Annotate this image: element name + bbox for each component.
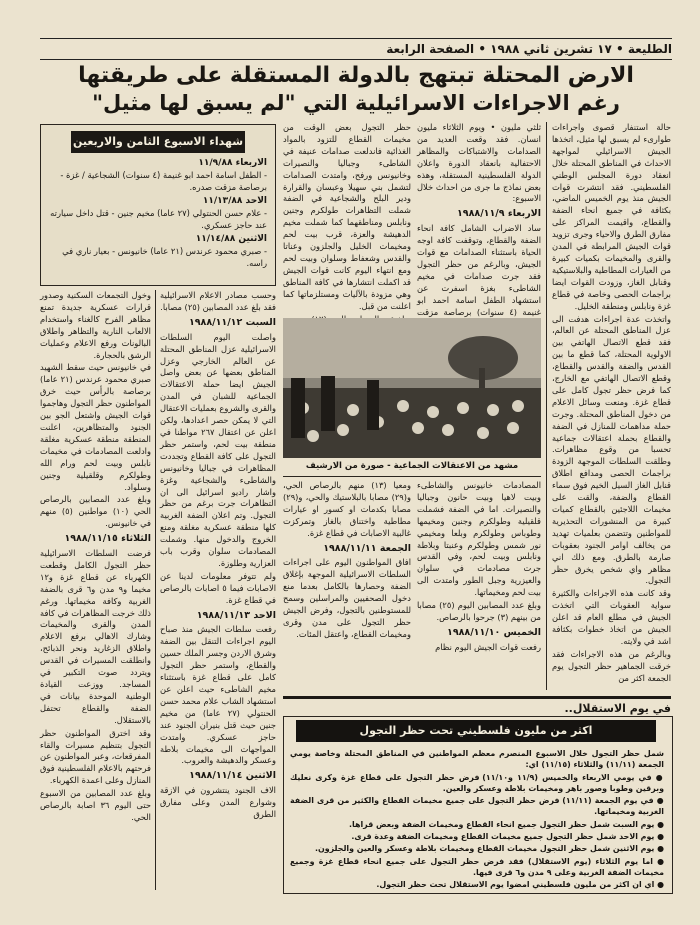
page-header [40, 38, 672, 60]
paragraph: حالة استنفار قصوى واجراءات طوارىء لم يسبق لها مثيل، اتخذها الجيش الاسرائيلي لمواجهة الاحداث في المناطق المحتلة خلال انعقاد دورة المجلس الوطني الفلسطيني. فقد انتشرت قوات الجيش منذ يوم الخميس الماضي، بكثافة في جميع انحاء الضفة والقطاع، واقيمت المراكز على مفارق الطرق والاحياء وجرى تزويد قوات الجيش المرابطة في المدن والقرى والمخيمات بكميات كبيرة من العيارات المطاطية والبلاستيكية وقنابل الغاز، وزودت القوات ايضا براجمات الحصى وخاصة في قطاع غزة ونابلس ومنطقة الخليل. [552, 122, 671, 311]
martyr-date: الاثنين ١١/١٤/٨٨ [195, 234, 267, 244]
article-column-1 [552, 122, 671, 692]
bulletin-line: ● اي ان اكثر من مليون فلسطيني امضوا يوم الاستقلال تحت حظر التجول. [376, 880, 664, 890]
day-heading: الثلاثاء ١٩٨٨/١١/١٥ [64, 533, 151, 545]
paragraph: وبالرغم من هذه الاجراءات فقد خرقت الجماهير حظر التجول يوم الجمعة اكثر من [552, 648, 671, 683]
paragraph: وبلغ عدد المصابين بالرصاص الحي (١٠) مواطنين (٥) منهم في خانيونس. [40, 494, 151, 529]
headline-line-1: الارض المحتلة تبتهج بالدولة المستقلة على طريقتها [78, 63, 634, 88]
crowd-photo-image [283, 318, 541, 458]
photo-caption: مشهد من الاعتقالات الجماعية - صورة من الارشيف [305, 461, 519, 471]
paragraph: وبلغ عدد المصابين من الاسبوع حتى اليوم ٣٦ اصابة بالرصاص الحي. [40, 788, 151, 822]
paragraph: ولم تتوفر معلومات لدينا عن الاصابات فيما ٥ اصابات بالرصاص في قطاع غزة. [160, 570, 276, 605]
paragraph: وقد اخترق المواطنون حظر التجول بتنظيم مسيرات والقاء المفرقعات، وعبر المواطنون عن فرحتهم بالاعلام الفلسطينية فوق المنازل وعلى اعمدة الكهرباء. [40, 727, 151, 786]
martyr-entry: - صبري محمود عرندس (٢١ عاما) خانيونس - بعيار ناري في راسه. [62, 246, 267, 268]
day-heading: الاثنين ١٩٨٨/١١/١٤ [189, 770, 276, 782]
paragraph: حظر التجول بعض الوقت من مخيمات القطاع للتزود بالمواد الغذائية فاندلعت صدامات عنيفة في الشاطىء وجباليا والنصيرات وخانيونس ورفح، وامتدت الصدامات لتشمل بني سهيلا وعبسان والقرارة ودير البلح والشجاعية في الضفة شملت التظاهرات طولكرم وجنين ونابلس ومناطقهما كما شملت مخيم الدهيشة والعزة، قرب بيت لحم ومخيمات الخليل والجلزون وعناتا والقدس وشعفاط وسلوان وبيت لحم ومع انتهاء اليوم كانت قوات الجيش قد اكملت انتشارها في كافة المناطق وهي مزودة بالآليات ومستلزماتها كما اعلنت من قبل. [283, 122, 411, 311]
bulletin-line: ● في يوم الجمعة (١١/١١) فرض حظر التجول على جميع مخيمات القطاع والكثير من قرى الضفة الغربية ومخيماتها. [290, 796, 664, 817]
article-column-lower-a [283, 480, 411, 690]
paragraph: ساد الاضراب الشامل كافة انحاء الضفة والقطاع، وتوقفت كافة اوجه الحياة باستثناء الصدامات مع قوات الجيش، وبالرغم من حظر التجول فقد جرت صدامات في مخيم الشاطىء بغزة اسفرت عن استشهاد الطفل اسامة احمد ابو غنيمة (٤ سنوات) برصاصة مزقت [417, 223, 541, 317]
paragraph: وحسب مصادر الاعلام الاسرائيلية فقد بلغ عدد المصابين (٢٥) مصابا. [160, 290, 276, 312]
paragraph: واصلت اليوم السلطات الاسرائيلية عزل المناطق المحتلة عن العالم الخارجي وعزل المناطق بعضها عن بعض واصل الجيش ايضا حملة الاعتقالات الجماعية للشبان في المدن والقرى والشروع بعمليات الاعتقال التي لا يمكن حصر اعدادها، ولكن اعلن عن اعتقال ٢٦٧ مواطنا في منطقة بيت لحم، واستمر حظر التجول على كافة القطاع وتجددت المظاهرات في جباليا وخانيونس والشاطىء والشجاعية وغزة واشار راديو اسرائيل الى ان التظاهرات جرت برغم من حظر التجول. وتم اعلان الضفة الغربية كلها منطقة عسكرية مغلقة ومنع الخروج والدخول منها. وشملت المصادمات سلوان وقرب باب العزارية وطلوزة. [160, 331, 276, 568]
paragraph: افاق المواطنون اليوم على اجراءات السلطات الاسرائيلية الموجهة بإغلاق الضفة وحصارها بالكامل بعدما منع دخول الصحفيين والمراسلين وسمح للمستوطنين بالتجول، وفرض الجيش حظر التجول على مدن وقرى ومخيمات القطاع، واعتقل المئات. [283, 557, 411, 639]
paragraph: في خانيونس حيث سقط الشهيد صبري محمود عرندس (٢١ عاما) برصاصة بالرأس حيث خرق المواطنون حظر التجول وهاجموا قوات الجيش واشتعل الجو بين الجنود والمتظاهرين، اعلنت المنطقة منطقة عسكرية مغلقة وادلعت المصادمات في مخيمات نابلس وبيت لحم ورام الله وطولكرم وقلقيلية وجنين وسلواد. [40, 362, 152, 492]
bulletin-line: ● في يومي الاربعاء والخميس (١١/٩ و١١/١٠) فرض حظر التجول على قطاع غزة وكرى نعليك وبرقين وطوبا وصور باهر ومخيمات بلاطة وعسكر والعين. [290, 772, 664, 793]
bulletin-line: شمل حظر التجول خلال الاسبوع المنصرم معظم المواطنين في المناطق المحتلة وخاصة يومي الجمعة (١١/١١) والثلاثاء (١١/١٥) اي: [290, 749, 664, 770]
bulletin-kicker: في يوم الاستقلال.. [564, 702, 671, 715]
issue-line: الطليعة • ١٧ تشرين ثاني ١٩٨٨ • الصفحة الرابعة [386, 42, 672, 56]
article-column-3 [283, 122, 411, 312]
paragraph: المصادمات خانيونس والشاطىء وبيت لاهيا وبيت حانون وجباليا والنصيرات. اما في الضفة فشملت قلقيلية وطولكرم وجنين ومخيمها وطوباس وطولكرم وبلعا ومخيمي نور شمس وطولكرم وعنبتا وبلاطة ونابلس وبيت لحم، وفي القدس جرت مصادمات في سلوان والعيزرية وجبل الطور وامتدت الى بيت لحم ومخيماتها. [417, 480, 541, 598]
paragraph: ثلثي مليون • ويوم الثلاثاء مليون انسان. فقد وقعت العديد من الصدامات والاشتباكات والمظاهر الاحتفالية بانعقاد الدورة واعلان الدولة الفلسطينية المستقلة، وهذه بعض نماذج ما جرى من احداث خلال الاسبوع: [417, 122, 541, 204]
martyrs-title: شهداء الاسبوع الثامن والاربعين [71, 131, 245, 153]
column-divider [546, 122, 547, 690]
headline-line-2: رغم الاجراءات الاسرائيلية التي "لم يسبق لها مثيل" [92, 91, 620, 115]
paragraph: ومعيا (١٣) منهم بالرصاص الحي، و(٢٩) مصابا بالبلاستيك والحي، و(٢٩) مصابا بكدمات او كسور او عيارات مطاطية واختناق بالغاز وتمركزت غالبية الاصابات في قطاع غزة. [283, 480, 411, 538]
day-heading: الاحد ١٩٨٨/١١/١٣ [196, 609, 276, 621]
caption-rule [283, 476, 541, 477]
day-heading: السبت ١٩٨٨/١١/١٢ [188, 316, 276, 328]
column-divider [155, 290, 156, 890]
bulletin-line: ● يوم الاحد شمل حظر التجول جميع مخيمات القطاع ومخيمات الضفة وعدة قرى. [351, 832, 664, 842]
article-column-4 [160, 290, 276, 890]
bulletin-box [283, 716, 673, 894]
article-column-2 [417, 122, 541, 317]
martyr-date: الاربعاء ١١/٩/٨٨ [198, 158, 267, 168]
article-column-lower-b [417, 480, 541, 690]
bulletin-line: ● اما يوم الثلاثاء (يوم الاستقلال) فقد فرض حظر التجول على جميع انحاء قطاع غزة وجميع مخيمات الضفة الغربية وعلى ٩ مدن و٦ قرى فيها. [290, 856, 664, 877]
martyr-entry: - علام حسن الحنتولي (٢٧ عاما) مخيم جنين - قتل داخل سيارته عند حاجز عسكري. [50, 208, 267, 230]
paragraph: وبلغ عدد المصابين اليوم (٢٥) مصابا من بينهم (٣) جرحوا بالرصاص. [417, 600, 541, 622]
paragraph: الاف الجنود ينتشرون في الازقة وشوارع المدن وعلى مفارق الطرق [160, 785, 276, 820]
paragraph: رفعت قوات الجيش اليوم نظام [435, 641, 541, 652]
paragraph: رفعت سلطات الجيش منذ صباح اليوم اجراءات التنقل بين الضفة وشرق الاردن وجسر الملك حسين والقطاع، واستمر حظر التجول كامل على قطاع غزة باستثناء مخيم الشاطىء حيث اعلن عن استشهاد الشاب علام محمد حسن الحنتولي (٢٧ عاما) من مخيم جنين حيث قتل بنيران الجنود عند حاجز عسكري. وامتدت المواجهات الى مخيمات بلاطة وعسكر والدهيشة والعروب. [160, 624, 276, 766]
martyrs-box [40, 124, 276, 286]
martyr-entry: - الطفل اسامة احمد ابو غنيمة (٤ سنوات) الشجاعية / غزة - برصاصة مزقت صدره. [60, 170, 267, 192]
bulletin-line: ● يوم السبت شمل حظر التجول جميع انحاء القطاع ومخيمات الضفة وبعض قراها. [349, 819, 664, 829]
day-heading: الجمعة ١٩٨٨/١١/١١ [323, 542, 411, 554]
paragraph: فرضت السلطات الاسرائيلية حظر التجول الكامل وقطعت الكهرباء عن قطاع غزة و١٢ مخيما و٩ مدن و٦ قرى بالضفة الغربية وكافة مخيماتها. ورغم ذلك خرجت المظاهرات في كافة المدن والقرى والمخيمات وشارك الاهالي برفع الاعلام واطلاق الزغاريد ونحر الذبائح، وانطلقت المسيرات في القدس ويتردد صوت التكبير في المساجد. ووزعت القيادة الوطنية الموحدة بيانات في الضفة والقطاع تحتفل بالاستقلال. [40, 548, 151, 725]
day-heading: الخميس ١٩٨٨/١١/١٠ [447, 626, 541, 638]
paragraph: وخول التجمعات السكنية وصدور قرارات عسكرية جديدة تمنع مظاهر الفرح كالغناء واستخدام الالعاب النارية والتظاهر واطلاق البالونات ورفع الاعلام وعمليات الرشق بالحجارة. [40, 290, 151, 360]
paragraph: واتخذت عدة اجراءات هدفت الى عزل المناطق المحتلة عن العالم، فقد قطع الاتصال الهاتفي بين الاولوية المحتلة، كما قطع ما بين القدس والضفة والقدس والقطاع، وقطع الاتصال الهاتفي مع الخارج، كما فرض حظر تجول كامل على قطاع غزة. ومنعت وسائل الاعلام من دخول المناطق المحتلة. وجرت حملة مداهمات للمنازل في الضفة والقطاع بحملة اعتقالات جماعية تحسبا من وقوع مظاهرات. وطلقت السلطات الموجهة الزودة براجمات الحصى ومدافع اطلاق قنابل الغاز السيل الخيم فوق سماء القطاع والضفة، والقت على مخيمات اللاجئين بالقطاع كميات كبيرة من المنشورات التحذيرية للمواطنين وتتضمن بعلميات تهديد من يخالف اوامر الجنود بعقوبات صارمة بالطرق. ومع ذلك اني مظاهر واي شخص يخرق حظر التجول. [552, 313, 671, 586]
archive-photo [283, 318, 541, 458]
martyr-date: الاحد ١١/١٣/٨٨ [202, 196, 267, 206]
bulletin-banner: اكثر من مليون فلسطيني تحت حظر التجول [296, 720, 656, 742]
paragraph: وقد كانت هذه الاجراءات والكثيرة سواية العقوبات التي اتخذت الجيش في مطلع العام قد اعلن الجيش من اتخاذ خطوات بكثافة اشد في ولايته. [552, 588, 671, 646]
article-column-5 [40, 290, 151, 890]
day-heading: الاربعاء ١٩٨٨/١١/٩ [457, 208, 541, 220]
bulletin-line: ● يوم الاثنين شمل حظر التجول مخيمات القطاع ومخيمات بلاطة وعسكر والعين والجلزون. [315, 844, 664, 854]
